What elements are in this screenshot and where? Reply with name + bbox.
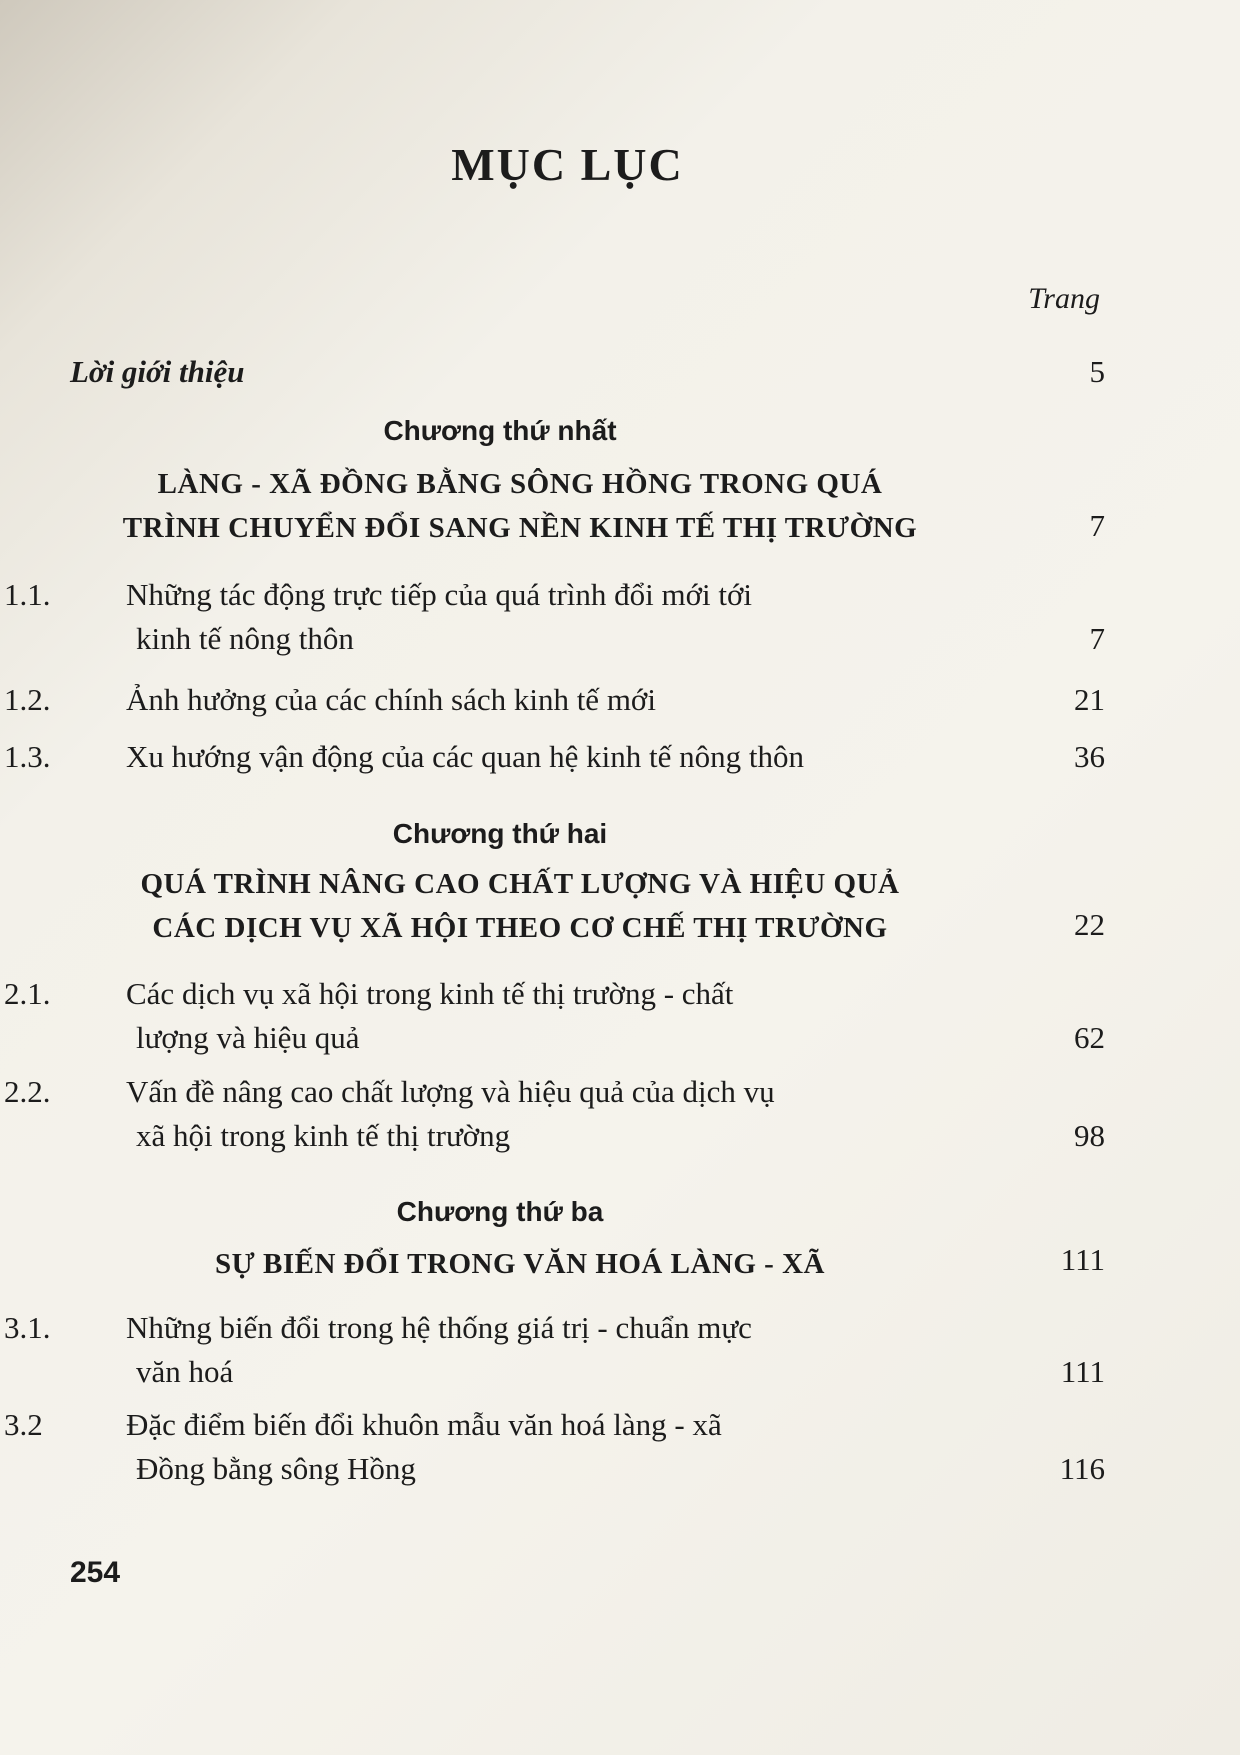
entry-text <box>4 1070 1026 1158</box>
section-number: 2.1. <box>4 976 51 1011</box>
entry-text <box>4 678 1026 722</box>
chapter-title-line: TRÌNH CHUYỂN ĐỔI SANG NỀN KINH TẾ THỊ TRƯỜNG <box>122 512 918 544</box>
entry-page: 111 <box>1060 1354 1105 1389</box>
entry-page: 21 <box>1074 682 1105 717</box>
section-title-line: Đồng bằng sông Hồng <box>136 1451 416 1486</box>
page-column-header: Trang <box>1028 282 1100 315</box>
chapter-title <box>75 462 965 550</box>
entry-text <box>4 573 1026 661</box>
section-number: 1.3. <box>4 739 51 774</box>
entry-text: Lời giới thiệu <box>70 354 245 389</box>
chapter-title-line: QUÁ TRÌNH NÂNG CAO CHẤT LƯỢNG VÀ HIỆU QUẢ <box>140 868 900 900</box>
section-title-line: lượng và hiệu quả <box>136 1020 360 1055</box>
chapter-page: 7 <box>1089 508 1105 543</box>
section-title-line: Đặc điểm biến đổi khuôn mẫu văn hoá làng - xã <box>126 1407 722 1442</box>
section-title-line: văn hoá <box>136 1354 234 1389</box>
section-title-line: Vấn đề nâng cao chất lượng và hiệu quả của dịch vụ <box>126 1074 775 1109</box>
chapter-page: 22 <box>1074 907 1105 942</box>
chapter-title <box>75 1242 965 1286</box>
chapter-title-line: CÁC DỊCH VỤ XÃ HỘI THEO CƠ CHẾ THỊ TRƯỜNG <box>152 912 888 944</box>
entry-text <box>4 1306 1026 1394</box>
entry-page: 98 <box>1074 1118 1105 1153</box>
page-number: 254 <box>70 1556 121 1589</box>
chapter-page: 111 <box>1060 1242 1105 1277</box>
chapter-label: Chương thứ nhất <box>383 415 617 446</box>
section-title-line: Các dịch vụ xã hội trong kinh tế thị trường - chất <box>126 976 734 1011</box>
entry-page: 36 <box>1074 739 1105 774</box>
page-title: MỤC LỤC <box>451 139 684 190</box>
entry-text <box>4 972 1026 1060</box>
section-number: 1.1. <box>4 577 51 612</box>
section-title-line: Những biến đổi trong hệ thống giá trị - chuẩn mực <box>126 1310 752 1345</box>
section-title-line: Xu hướng vận động của các quan hệ kinh tế nông thôn <box>126 739 805 774</box>
section-number: 3.2 <box>4 1407 43 1442</box>
entry-page: 116 <box>1059 1451 1105 1486</box>
section-number: 2.2. <box>4 1074 51 1109</box>
chapter-label: Chương thứ hai <box>392 818 608 849</box>
section-title-line: kinh tế nông thôn <box>136 621 354 656</box>
chapter-title <box>75 862 965 950</box>
chapter-title-line: LÀNG - XÃ ĐỒNG BẰNG SÔNG HỒNG TRONG QUÁ <box>157 468 883 500</box>
chapter-title-line: SỰ BIẾN ĐỔI TRONG VĂN HOÁ LÀNG - XÃ <box>215 1248 825 1280</box>
entry-text <box>4 735 1036 779</box>
section-title-line: Ảnh hưởng của các chính sách kinh tế mới <box>126 682 656 717</box>
chapter-label: Chương thứ ba <box>396 1196 604 1227</box>
entry-page: 5 <box>1089 354 1105 389</box>
section-title-line: xã hội trong kinh tế thị trường <box>136 1118 511 1153</box>
section-number: 1.2. <box>4 682 51 717</box>
entry-page: 62 <box>1074 1020 1105 1055</box>
entry-text <box>4 1403 1026 1491</box>
section-number: 3.1. <box>4 1310 51 1345</box>
entry-page: 7 <box>1089 621 1105 656</box>
section-title-line: Những tác động trực tiếp của quá trình đổi mới tới <box>126 577 752 612</box>
